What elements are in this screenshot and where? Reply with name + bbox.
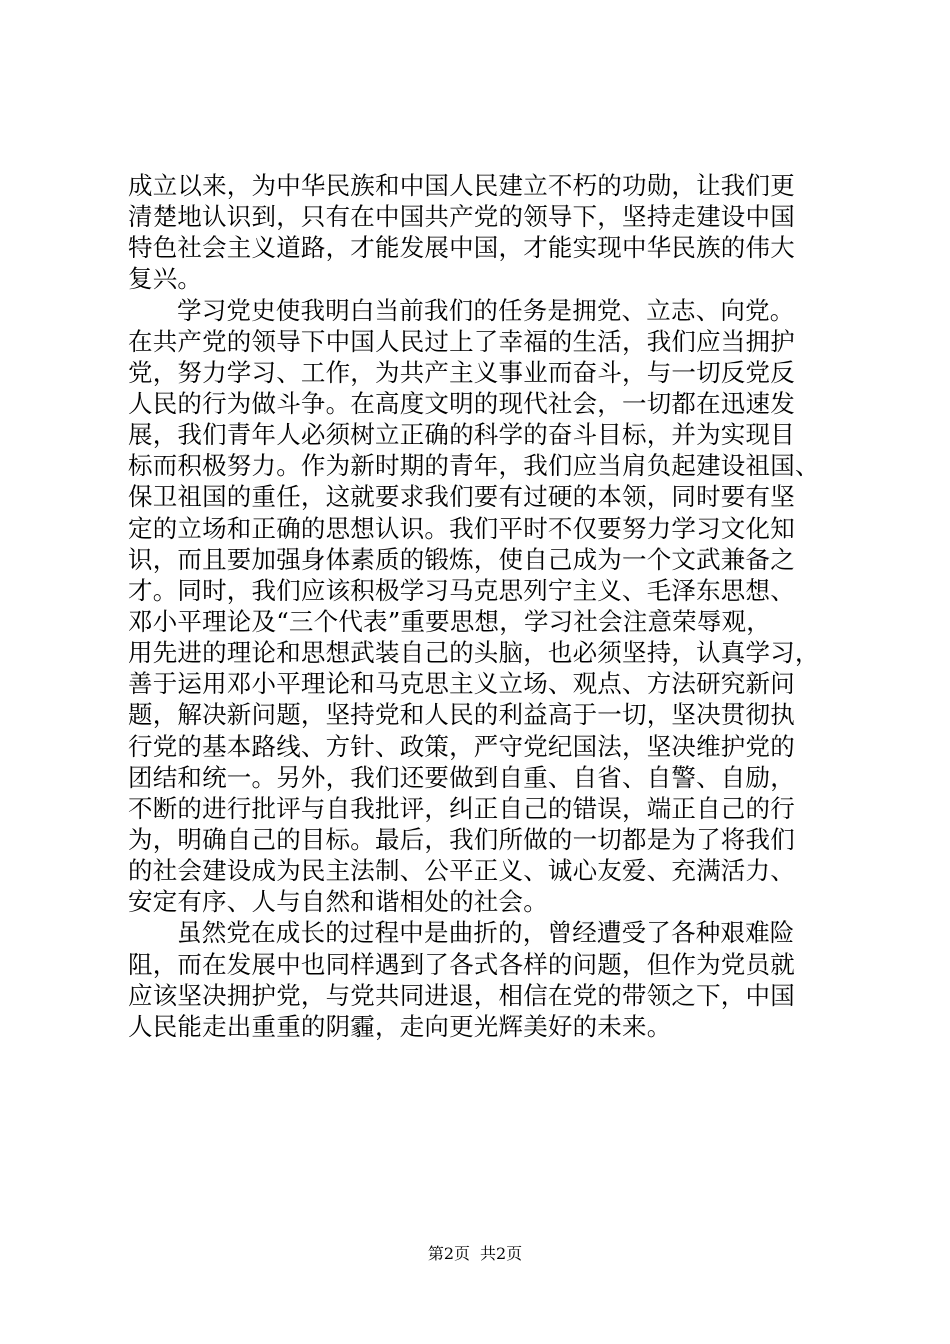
text-line: 阻，而在发展中也同样遇到了各式各样的问题，但作为党员就 — [128, 949, 795, 979]
text-line: 的社会建设成为民主法制、公平正义、诚心友爱、充满活力、 — [128, 856, 795, 886]
document-body — [128, 170, 828, 1042]
text-line: 定的立场和正确的思想认识。我们平时不仅要努力学习文化知 — [128, 513, 795, 543]
text-line: 善于运用邓小平理论和马克思主义立场、观点、方法研究新问 — [128, 669, 795, 699]
text-line: 用先进的理论和思想武装自己的头脑，也必须坚持，认真学习， — [128, 638, 820, 668]
text-line: 在共产党的领导下中国人民过上了幸福的生活，我们应当拥护 — [128, 326, 795, 356]
page-number-current: 第2页 — [427, 1244, 470, 1263]
text-line: 才。同时，我们应该积极学习马克思列宁主义、毛泽东思想、 — [128, 575, 795, 605]
text-line: 团结和统一。另外，我们还要做到自重、自省、自警、自励， — [128, 762, 795, 792]
text-line: 邓小平理论及“三个代表”重要思想，学习社会注意荣辱观， — [128, 606, 771, 636]
text-line: 不断的进行批评与自我批评，纠正自己的错误，端正自己的行 — [128, 793, 795, 823]
text-line: 应该坚决拥护党，与党共同进退，相信在党的带领之下，中国 — [128, 980, 795, 1010]
text-line: 题，解决新问题，坚持党和人民的利益高于一切，坚决贯彻执 — [128, 700, 795, 730]
text-line: 安定有序、人与自然和谐相处的社会。 — [128, 887, 548, 917]
text-line: 清楚地认识到，只有在中国共产党的领导下，坚持走建设中国 — [128, 202, 795, 232]
page-number-total: 共2页 — [480, 1244, 523, 1263]
text-line: 成立以来，为中华民族和中国人民建立不朽的功勋，让我们更 — [128, 171, 795, 200]
text-line: 识，而且要加强身体素质的锻炼，使自己成为一个文武兼备之 — [128, 544, 795, 574]
text-line: 复兴。 — [128, 264, 203, 294]
text-line: 人民的行为做斗争。在高度文明的现代社会，一切都在迅速发 — [128, 388, 795, 418]
text-line: 特色社会主义道路，才能发展中国，才能实现中华民族的伟大 — [128, 233, 795, 263]
text-line: 为，明确自己的目标。最后，我们所做的一切都是为了将我们 — [128, 824, 795, 854]
paragraph-first-line: 虽然党在成长的过程中是曲折的，曾经遭受了各种艰难险 — [177, 918, 795, 948]
paragraph-first-line: 学习党史使我明白当前我们的任务是拥党、立志、向党。 — [177, 295, 795, 325]
text-line: 展，我们青年人必须树立正确的科学的奋斗目标，并为实现目 — [128, 420, 795, 450]
page-footer — [0, 1243, 950, 1265]
text-line: 人民能走出重重的阴霾，走向更光辉美好的未来。 — [128, 1011, 672, 1041]
text-line: 行党的基本路线、方针、政策，严守党纪国法，坚决维护党的 — [128, 731, 795, 761]
text-line: 保卫祖国的重任，这就要求我们要有过硬的本领，同时要有坚 — [128, 482, 795, 512]
text-line: 党，努力学习、工作，为共产主义事业而奋斗，与一切反党反 — [128, 357, 795, 387]
text-line: 标而积极努力。作为新时期的青年，我们应当肩负起建设祖国、 — [128, 451, 820, 481]
